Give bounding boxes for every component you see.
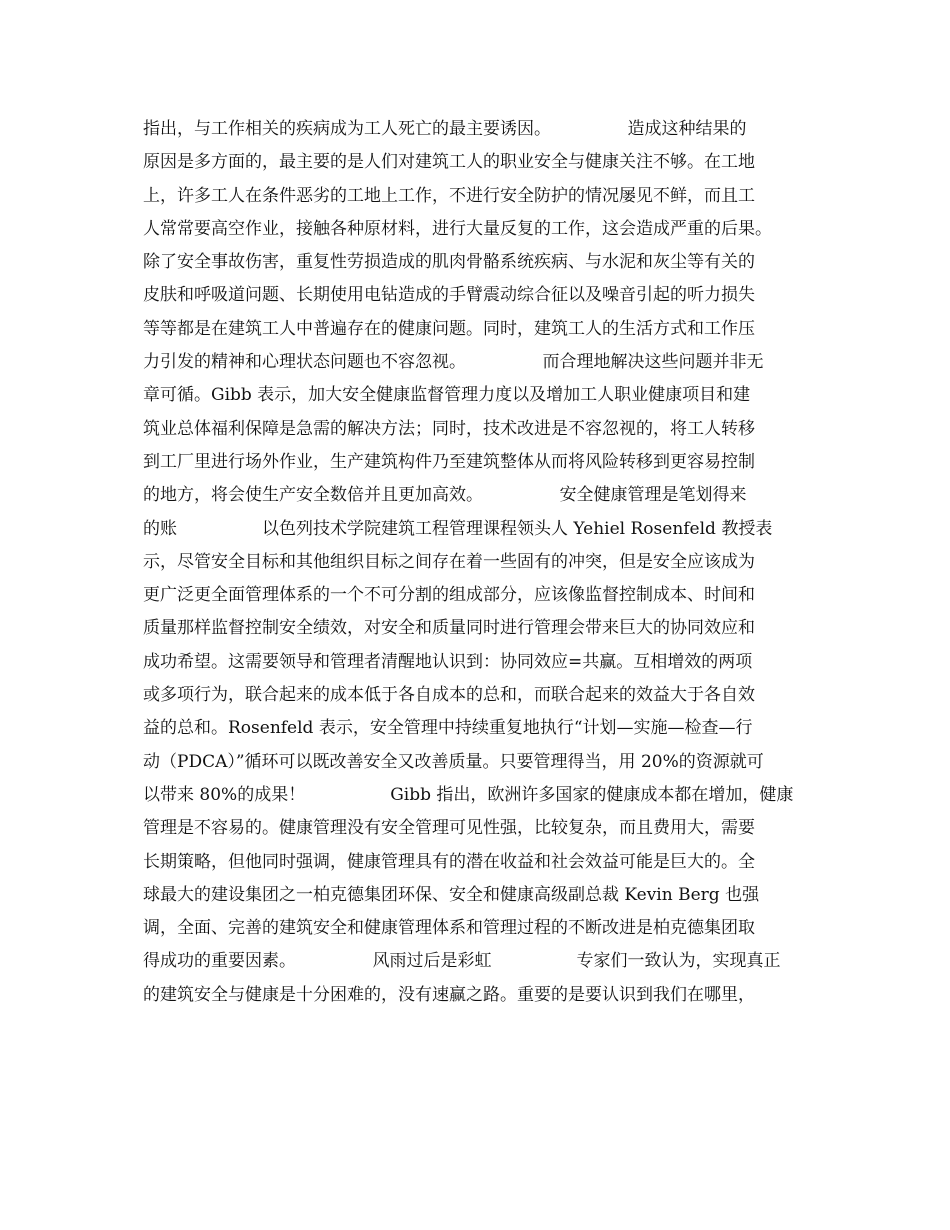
- text-line: 除了安全事故伤害，重复性劳损造成的肌肉骨骼系统疾病、与水泥和灰尘等有关的: [143, 252, 755, 273]
- text-line: 上，许多工人在条件恶劣的工地上工作，不进行安全防护的情况屡见不鲜，而且工: [143, 185, 755, 206]
- text-line: 或多项行为，联合起来的成本低于各自成本的总和，而联合起来的效益大于各自效: [143, 685, 755, 706]
- body-text: [143, 113, 823, 1012]
- text-line: 示，尽管安全目标和其他组织目标之间存在着一些固有的冲突，但是安全应该成为: [143, 551, 755, 572]
- text-line: 皮肤和呼吸道问题、长期使用电钻造成的手臂震动综合征以及噪音引起的听力损失: [143, 285, 755, 306]
- text-line: 的建筑安全与健康是十分困难的，没有速赢之路。重要的是要认识到我们在哪里，: [143, 984, 755, 1005]
- text-line: 人常常要高空作业，接触各种原材料，进行大量反复的工作，这会造成严重的后果。: [143, 218, 772, 239]
- text-line: 成功希望。这需要领导和管理者清醒地认识到：协同效应=共赢。互相增效的两项: [143, 651, 753, 672]
- text-line: 力引发的精神和心理状态问题也不容忽视。 而合理地解决这些问题并非无: [143, 352, 764, 373]
- text-line: 球最大的建设集团之一柏克德集团环保、安全和健康高级副总裁 Kevin Berg 也强: [143, 884, 760, 905]
- text-line: 动（PDCA）”循环可以既改善安全又改善质量。只要管理得当，用 20%的资源就可: [143, 751, 764, 772]
- text-line: 等等都是在建筑工人中普遍存在的健康问题。同时，建筑工人的生活方式和工作压: [143, 318, 755, 339]
- text-line: 益的总和。Rosenfeld 表示，安全管理中持续重复地执行“计划—实施—检查—行: [143, 718, 753, 739]
- text-line: 指出，与工作相关的疾病成为工人死亡的最主要诱因。 造成这种结果的: [143, 119, 747, 139]
- text-line: 的地方，将会使生产安全数倍并且更加高效。 安全健康管理是笔划得来: [143, 485, 747, 506]
- text-line: 章可循。Gibb 表示，加大安全健康监督管理力度以及增加工人职业健康项目和建: [143, 385, 751, 406]
- text-line: 得成功的重要因素。 风雨过后是彩虹 专家们一致认为，实现真正: [143, 951, 781, 972]
- text-line: 到工厂里进行场外作业，生产建筑构件乃至建筑整体从而将风险转移到更容易控制: [143, 451, 755, 472]
- text-line: 的账 以色列技术学院建筑工程管理课程领头人 Yehiel Rosenfeld 教授表: [143, 518, 773, 539]
- text-line: 调，全面、完善的建筑安全和健康管理体系和管理过程的不断改进是柏克德集团取: [143, 918, 755, 939]
- text-line: 原因是多方面的，最主要的是人们对建筑工人的职业安全与健康关注不够。在工地: [143, 152, 755, 173]
- text-line: 更广泛更全面管理体系的一个不可分割的组成部分，应该像监督控制成本、时间和: [143, 585, 755, 606]
- text-line: 质量那样监督控制安全绩效，对安全和质量同时进行管理会带来巨大的协同效应和: [143, 618, 755, 639]
- text-line: 筑业总体福利保障是急需的解决方法；同时，技术改进是不容忽视的，将工人转移: [143, 418, 755, 439]
- text-line: 长期策略，但他同时强调，健康管理具有的潜在收益和社会效益可能是巨大的。全: [143, 851, 755, 872]
- text-line: 以带来 80%的成果！ Gibb 指出，欧洲许多国家的健康成本都在增加，健康: [143, 784, 794, 805]
- text-line: 管理是不容易的。健康管理没有安全管理可见性强，比较复杂，而且费用大，需要: [143, 818, 755, 839]
